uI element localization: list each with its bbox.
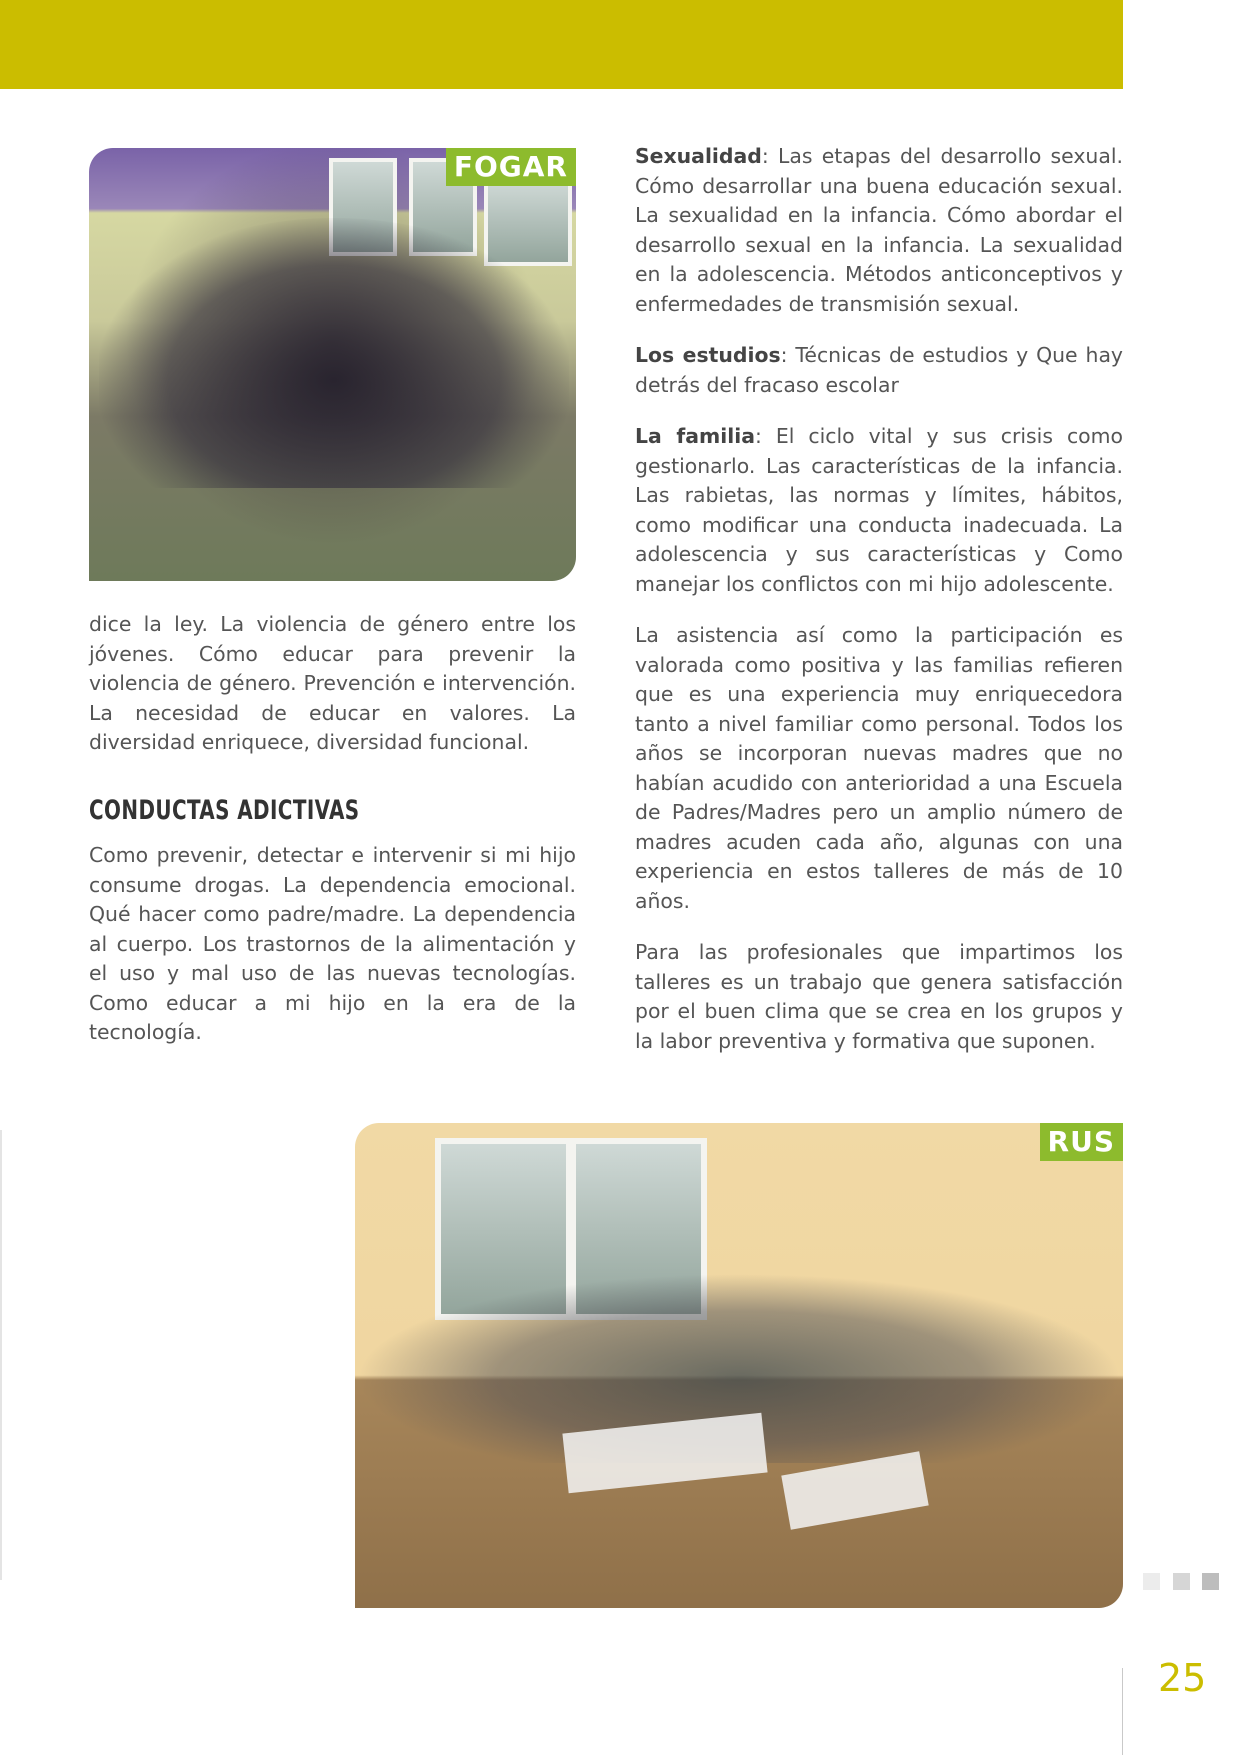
square-dark bbox=[1202, 1573, 1219, 1590]
text-sexualidad: : Las etapas del desarrollo sexual. Cómo desarrollar una buena educación sexual. La sexualidad en la infancia. Cómo abordar el desarrollo sexual en la infancia. La sexualidad en la adolescencia. Métodos anticonceptivos y enfermedades de transmisión sexual. bbox=[635, 144, 1123, 316]
label-estudios: Los estudios bbox=[635, 343, 781, 367]
header-band bbox=[0, 0, 1123, 89]
group-photo-fogar bbox=[89, 148, 576, 581]
photo-label-rus: RUS bbox=[1040, 1123, 1123, 1161]
square-medium bbox=[1173, 1573, 1190, 1590]
label-familia: La familia bbox=[635, 424, 755, 448]
photo-label-fogar: FOGAR bbox=[446, 148, 576, 186]
label-sexualidad: Sexualidad bbox=[635, 144, 762, 168]
text-estudios: : Técnicas de estudios y Que hay detrás del fracaso escolar bbox=[635, 343, 1124, 397]
square-light bbox=[1143, 1573, 1160, 1590]
paragraph-familia bbox=[635, 422, 1123, 599]
papers-on-table bbox=[781, 1451, 928, 1529]
page-number: 25 bbox=[1158, 1656, 1207, 1700]
paragraph-conductas: Como prevenir, detectar e intervenir si mi hijo consume drogas. La dependencia emocional. Qué hacer como padre/madre. La dependencia al cuerpo. Los trastornos de la alimentación y el uso y mal uso de las nuevas tecnologías. Como educar a mi hijo en la era de la tecnología. bbox=[89, 843, 576, 1044]
section-heading: CONDUCTAS ADICTIVAS bbox=[89, 794, 360, 826]
paragraph-asistencia: La asistencia así como la participación es valorada como positiva y las familias refieren que es una experiencia muy enriquecedora tanto a nivel familiar como personal. Todos los años se incorporan nuevas madres que no habían acudido con anterioridad a una Escuela de Padres/Madres pero un amplio número de madres acuden cada año, algunas con una experiencia en estos talleres de más de 10 años. bbox=[635, 623, 1123, 913]
group-photo-rus bbox=[355, 1123, 1123, 1608]
group-of-people bbox=[99, 218, 569, 488]
right-column bbox=[635, 142, 1123, 1078]
paragraph-profesionales: Para las profesionales que impartimos los talleres es un trabajo que genera satisfacción por el buen clima que se crea en los grupos y la labor preventiva y formativa que suponen. bbox=[635, 940, 1123, 1053]
page-number-divider bbox=[1122, 1668, 1123, 1755]
text-familia: : El ciclo vital y sus crisis como gestionarlo. Las características de la infancia. Las rabietas, las normas y límites, hábitos, como modificar una conducta inadecuada. La adolescencia y sus características y Como manejar los conflictos con mi hijo adolescente. bbox=[635, 424, 1123, 596]
margin-rule bbox=[0, 1130, 2, 1580]
paragraph-estudios bbox=[635, 341, 1123, 400]
paragraph-sexualidad bbox=[635, 142, 1123, 319]
paragraph-violencia: dice la ley. La violencia de género entre los jóvenes. Cómo educar para prevenir la violencia de género. Prevención e intervención. La necesidad de educar en valores. La diversidad enriquece, diversidad funcional. bbox=[89, 612, 576, 754]
classroom-window bbox=[484, 178, 572, 266]
left-column bbox=[89, 610, 576, 1070]
